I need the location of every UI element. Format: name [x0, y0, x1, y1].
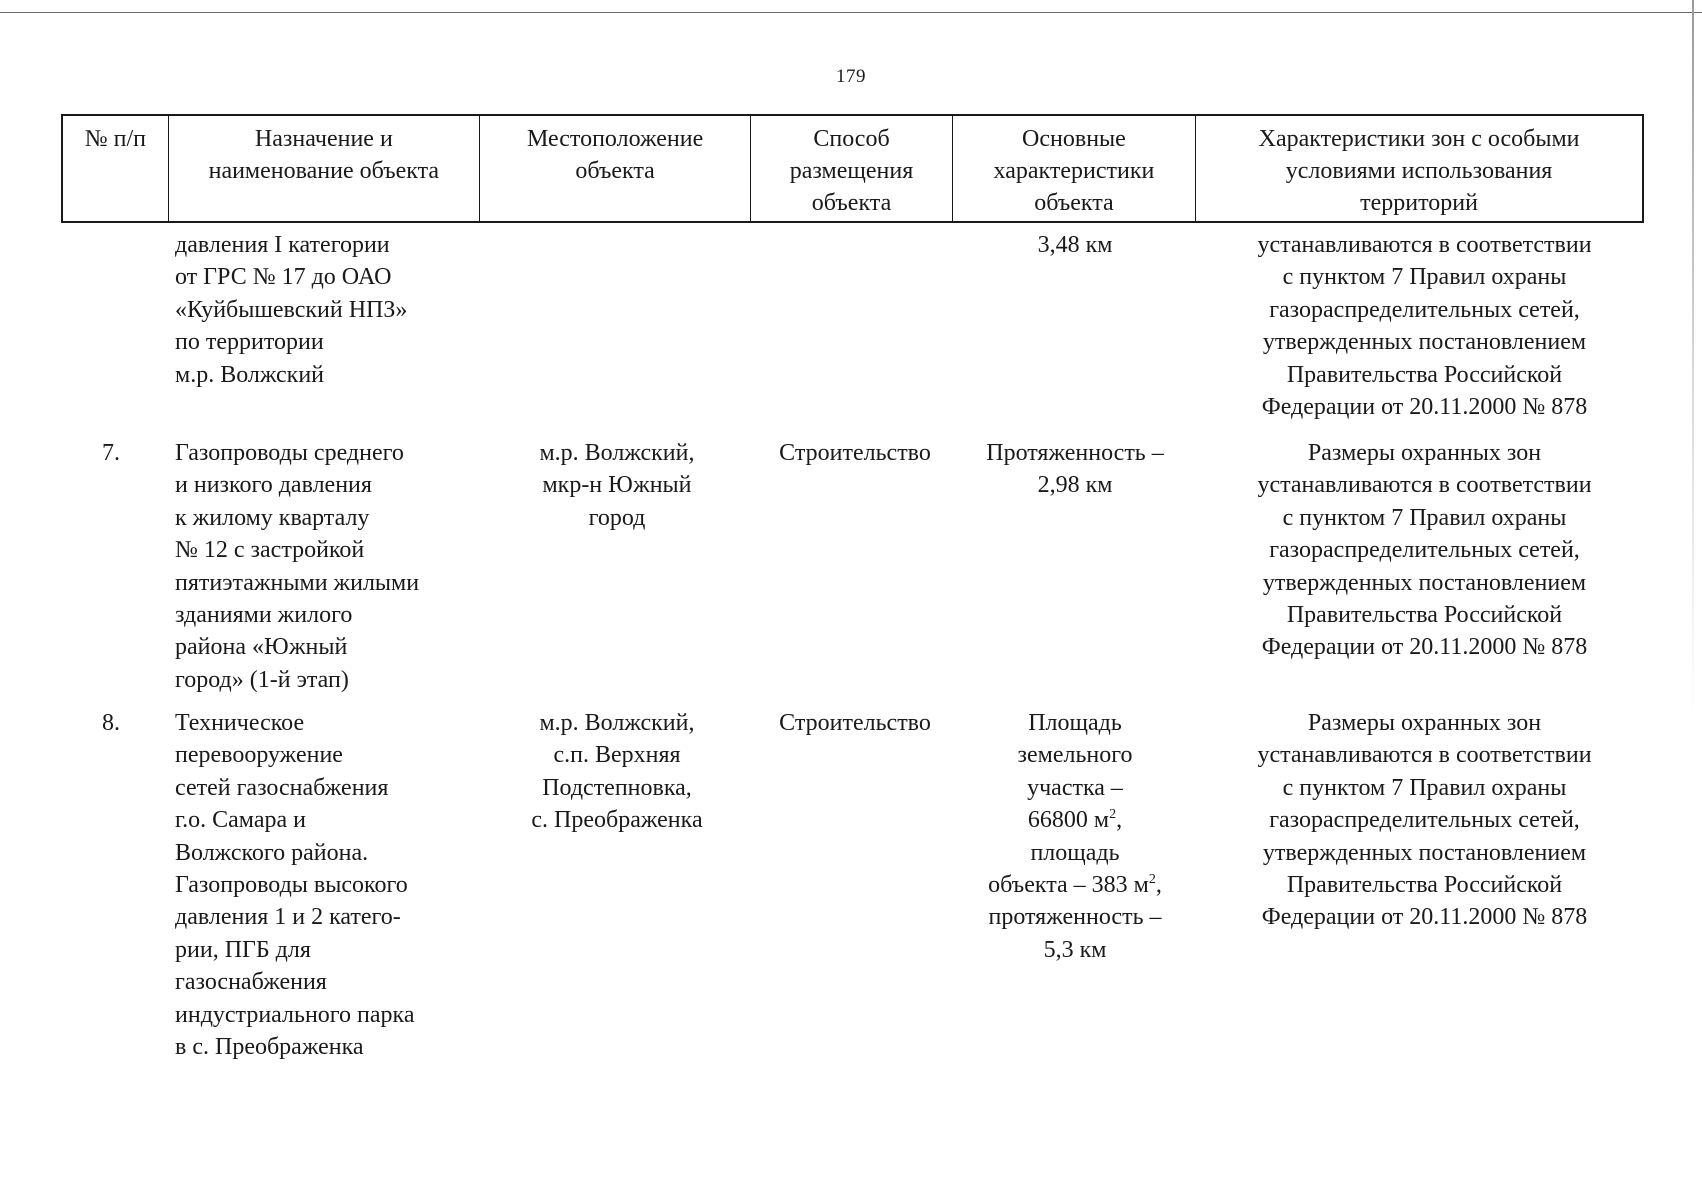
char-line: Площадь [1028, 710, 1122, 736]
object-characteristics: Протяженность – 2,98 км [986, 440, 1164, 499]
char-line: 5,3 км [1043, 936, 1107, 963]
char-line: площадь [1030, 839, 1120, 866]
row-number: 7. [102, 440, 120, 466]
object-characteristics [953, 707, 1197, 1067]
scan-edge-shadow [1692, 0, 1694, 1200]
char-line-object-area [953, 869, 1197, 901]
header-object-name: Назначение и наименование объекта [169, 116, 480, 221]
object-area-value: объекта – 383 м [988, 872, 1149, 899]
zone-characteristics: устанавливаются в соответствии с пунктом 7 Правил охраны газораспределительных сетей, утвержденных постановлением Правительства Российской Федерации от 20.11.2000 № 878 [1257, 232, 1592, 421]
placement-method: Строительство [779, 440, 931, 466]
placement-method [751, 229, 953, 437]
area-value: 66800 м [1027, 807, 1110, 834]
table-row [61, 707, 1644, 1067]
object-area-unit-exponent: 2 [1148, 872, 1156, 888]
char-line: участка – [1027, 774, 1123, 801]
object-location: м.р. Волжский, с.п. Верхняя Подстепновка, с. Преображенка [531, 710, 703, 834]
header-number: № п/п [63, 116, 169, 221]
object-characteristics: 3,48 км [1037, 232, 1113, 258]
header-location: Местоположение объекта [480, 116, 751, 221]
header-main-characteristics: Основные характеристики объекта [953, 116, 1196, 221]
scan-edge-line [0, 12, 1702, 13]
object-name: Газопроводы среднего и низкого давления к жилому кварталу № 12 с застройкой пятиэтажными жилыми зданиями жилого района «Южный город» (1-й этап) [175, 440, 420, 693]
table-header [61, 114, 1644, 223]
row-number [61, 229, 167, 437]
table-row [61, 437, 1644, 707]
table-row [61, 223, 1644, 437]
header-placement-method: Способ размещения объекта [751, 116, 952, 221]
zone-characteristics: Размеры охранных зон устанавливаются в соответствии с пунктом 7 Правил охраны газораспределительных сетей, утвержденных постановлением Правительства Российской Федерации от 20.11.2000 № 878 [1257, 710, 1592, 931]
object-area-separator: , [1155, 872, 1162, 899]
object-name: давления I категории от ГРС № 17 до ОАО «Куйбышевский НПЗ» по территории м.р. Волжский [175, 232, 408, 388]
char-line: земельного [1017, 742, 1133, 769]
char-line-area [953, 804, 1197, 836]
area-unit-exponent: 2 [1109, 807, 1117, 823]
placement-method: Строительство [779, 710, 931, 736]
row-number: 8. [102, 710, 120, 736]
header-zone-characteristics: Характеристики зон с особыми условиями использования территорий [1258, 126, 1580, 216]
objects-table [61, 114, 1644, 1067]
object-location [479, 229, 751, 437]
object-location: м.р. Волжский, мкр-н Южный город [539, 440, 695, 531]
zone-characteristics: Размеры охранных зон устанавливаются в соответствии с пунктом 7 Правил охраны газораспределительных сетей, утвержденных постановлением Правительства Российской Федерации от 20.11.2000 № 878 [1257, 440, 1592, 661]
area-separator: , [1116, 807, 1123, 834]
page-number: 179 [836, 66, 866, 87]
char-line: протяженность – [988, 904, 1162, 931]
object-name: Техническое перевооружение сетей газоснабжения г.о. Самара и Волжского района. Газопроводы высокого давления 1 и 2 катего- рии, ПГБ для газоснабжения индустриального парка в с. Преображенка [175, 710, 415, 1061]
